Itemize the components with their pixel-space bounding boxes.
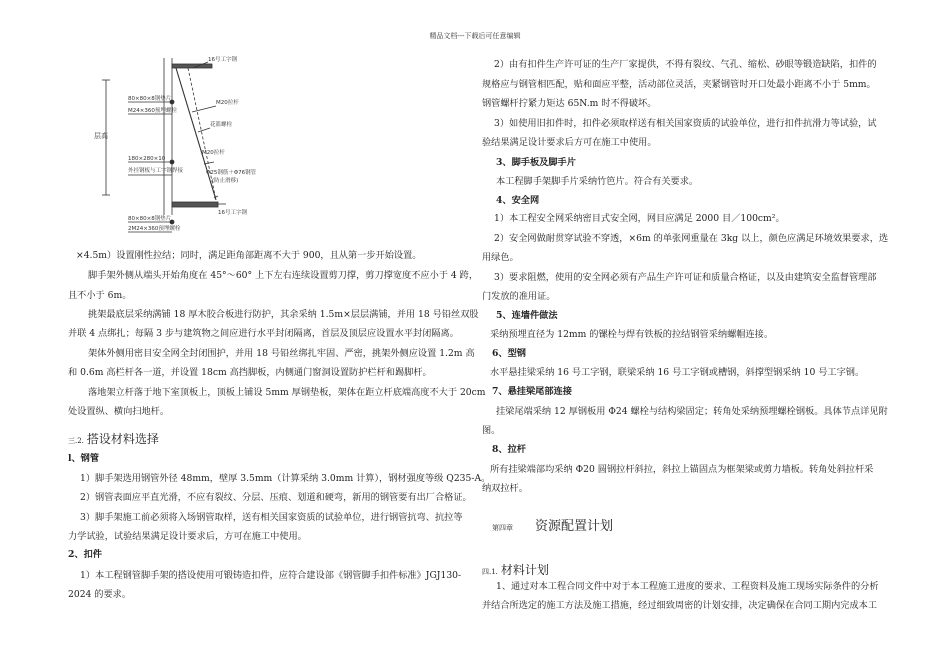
label-box1: 80×80×8钢垫片 — [128, 96, 172, 102]
heading-beam-end: 7、悬挂梁尾部连接 — [492, 386, 572, 397]
section-heading-material-plan — [482, 561, 549, 578]
steel-item-2: 2）钢管表面应平直光滑，不应有裂纹、分层、压痕、划道和硬弯，新用的钢管要有出厂合格证。 — [80, 492, 472, 503]
material-plan-text-b: 并结合所选定的施工方法及施工措施，经过细致周密的计划安排，决定确保在合同工期内完成本工 — [482, 600, 878, 611]
fastener-item-3b: 验结果满足设计要求后方可在施工中使用。 — [482, 137, 657, 148]
label-strut: 花篮螺栓 — [210, 122, 233, 128]
wall-tie-text: 采纳预埋直径为 12mm 的镙栓与焊有铁板的拉结钢管采纳螺帽连接。 — [490, 329, 774, 340]
section-title-4-1: 材料计划 — [500, 563, 549, 577]
beam-end-text-a: 挂梁尾端采纳 12 厚钢板用 Φ24 螺栓与结构梁固定；转角处采纳预埋螺栓钢板。具体节点详见附 — [496, 406, 888, 417]
paragraph-net-1: 架体外侧用密目安全网全封闭围护，并用 18 号铅丝绑扎牢固、严密，挑架外侧应设置 1.2m 高 — [88, 348, 475, 359]
label-box3: 80×80×8钢垫片 — [128, 216, 172, 222]
net-item-1: 1）本工程安全网采纳密目式安全网，网目应满足 2000 目／100cm²。 — [494, 213, 785, 224]
steel-item-1: 1）脚手架选用钢管外径 48mm，壁厚 3.5mm（计算采纳 3.0mm 计算），钢材强度等级 Q235-A。 — [80, 473, 491, 484]
steel-item-3a: 3）脚手架施工前必须将入场钢管取样，送有相关国家资质的试验单位，进行钢管抗弯、抗拉等 — [80, 512, 463, 523]
label-steel-bottom: 16号工字钢 — [218, 210, 247, 216]
paragraph-floor-2: 处设置纵、横向扫地杆。 — [68, 406, 170, 417]
paragraph-scissor-2: 且不小于 6m。 — [68, 290, 132, 301]
label-steel-top: 16号工字钢 — [208, 57, 237, 63]
net-item-2a: 2）安全网做耐贯穿试验不穿透，×6m 的单张网重量在 3kg 以上，颜色应满足环境效果要求，选 — [494, 233, 889, 244]
label-bolt3: 2M24×360预埋螺栓 — [128, 226, 181, 232]
beam-end-text-b: 图。 — [482, 425, 501, 436]
heading-fastener: 2、扣件 — [68, 549, 102, 560]
tie-rod-text-b: 纳双拉杆。 — [482, 483, 528, 494]
page-header: 精品文档---下载后可任意编辑 — [429, 32, 521, 40]
section-number: 三.2. — [68, 437, 84, 445]
section-title: 搭设材料选择 — [86, 432, 159, 446]
fastener-item-2c: 钢管螺杆拧紧力矩达 65N.m 时不得破坏。 — [482, 98, 657, 109]
paragraph-net-2: 和 0.6m 高栏杆各一道，并设置 18cm 高挡脚板，内侧通门窗洞设置防护栏杆和踢脚杆。 — [68, 367, 432, 378]
label-anchor: Φ25钢筋＋Φ76钢管 — [206, 170, 257, 176]
heading-scaffold-board: 3、脚手板及脚手片 — [496, 157, 576, 168]
net-item-2b: 用绿色。 — [482, 252, 519, 263]
fastener-item-1b: 2024 的要求。 — [68, 589, 132, 600]
paragraph-bottom-2: 并联 4 点绑扎；每隔 3 步与建筑物之间应进行水平封闭隔离，首层及顶层应设置水平封闭隔离。 — [68, 328, 459, 339]
fastener-item-2b: 规格应与钢管相匹配，贴和面应平整，活动部位灵活，夹紧钢管时开口处最小距离不小于 5mm。 — [482, 79, 876, 90]
label-bolt2: 外挂钢板与工字钢焊接 — [128, 168, 184, 174]
heading-wall-tie: 5、连墙件做法 — [496, 310, 558, 321]
label-m20-b: M20拉杆 — [202, 150, 225, 156]
steel-item-3b: 力学试验，试验结果满足设计要求后，方可在施工中使用。 — [68, 531, 307, 542]
paragraph-continued: ×4.5m）设置刚性拉结；同时，满足距角部距离不大于 900，且从第一步开始设置。 — [76, 250, 422, 261]
label-anchor2: (防止滑移) — [212, 178, 239, 184]
paragraph-bottom-1: 挑架最底层采纳满铺 18 厚木胶合板进行防护，其余采纳 1.5m×层层满铺，并用 18 号铅丝双股 — [88, 309, 479, 320]
material-plan-text-a: 1、通过对本工程合同文件中对于本工程施工进度的要求、工程资料及施工现场实际条件的分析 — [496, 581, 879, 592]
chapter-number: 第四章 — [492, 524, 513, 532]
fastener-item-2a: 2）由有扣件生产许可证的生产厂家提供，不得有裂纹、气孔、缩松、砂眼等锻造缺陷，扣件的 — [494, 59, 877, 70]
fastener-item-3a: 3）如使用旧扣件时，扣件必须取样送有相关国家资质的试验单位，进行扣件抗滑力等试验，试 — [494, 118, 877, 129]
paragraph-scissor-1: 脚手架外侧从端头开始角度在 45°～60° 上下左右连续设置剪刀撑，剪刀撑宽度不应小于 4 跨， — [88, 270, 479, 281]
heading-safety-net: 4、安全网 — [496, 195, 540, 206]
label-box2: 180×280×10 — [128, 156, 166, 162]
bracket-diagram — [88, 50, 278, 240]
section-number-4-1: 四.1. — [482, 568, 498, 576]
board-text: 本工程脚手架脚手片采纳竹笆片。符合有关要求。 — [496, 176, 699, 187]
steel-shape-text: 水平悬挂梁采纳 16 号工字钢，联梁采纳 16 号工字钢或槽钢，斜撑型钢采纳 10 号工字钢。 — [490, 367, 865, 378]
heading-tie-rod: 8、拉杆 — [492, 444, 526, 455]
section-heading-materials — [68, 430, 159, 447]
fastener-item-1a: 1）本工程钢管脚手架的搭设使用可锻铸造扣件，应符合建设部《钢管脚手扣件标准》JGJ130- — [80, 570, 462, 581]
heading-steel-shape: 6、型钢 — [492, 348, 526, 359]
heading-steel-pipe: l、钢管 — [68, 453, 100, 464]
net-item-3b: 门发放的准用证。 — [482, 291, 556, 302]
paragraph-floor-1: 落地架立杆落于地下室顶板上，顶板上铺设 5mm 厚钢垫板，架体在距立杆底端高度不大于 20cm — [88, 387, 486, 398]
net-item-3a: 3）要求阻燃，使用的安全网必须有产品生产许可证和质量合格证，以及由建筑安全监督管理部 — [494, 272, 877, 283]
chapter-heading — [492, 515, 613, 534]
label-m20-a: M20拉杆 — [216, 100, 239, 106]
chapter-title: 资源配置计划 — [535, 519, 614, 534]
tie-rod-text-a: 所有挂梁端部均采纳 Φ20 圆钢拉杆斜拉，斜拉上锚固点为框架梁或剪力墙板。转角处斜拉杆采 — [490, 464, 874, 475]
label-floor-height: 层高 — [94, 132, 108, 140]
label-bolt1: M24×360预埋螺栓 — [128, 108, 177, 114]
